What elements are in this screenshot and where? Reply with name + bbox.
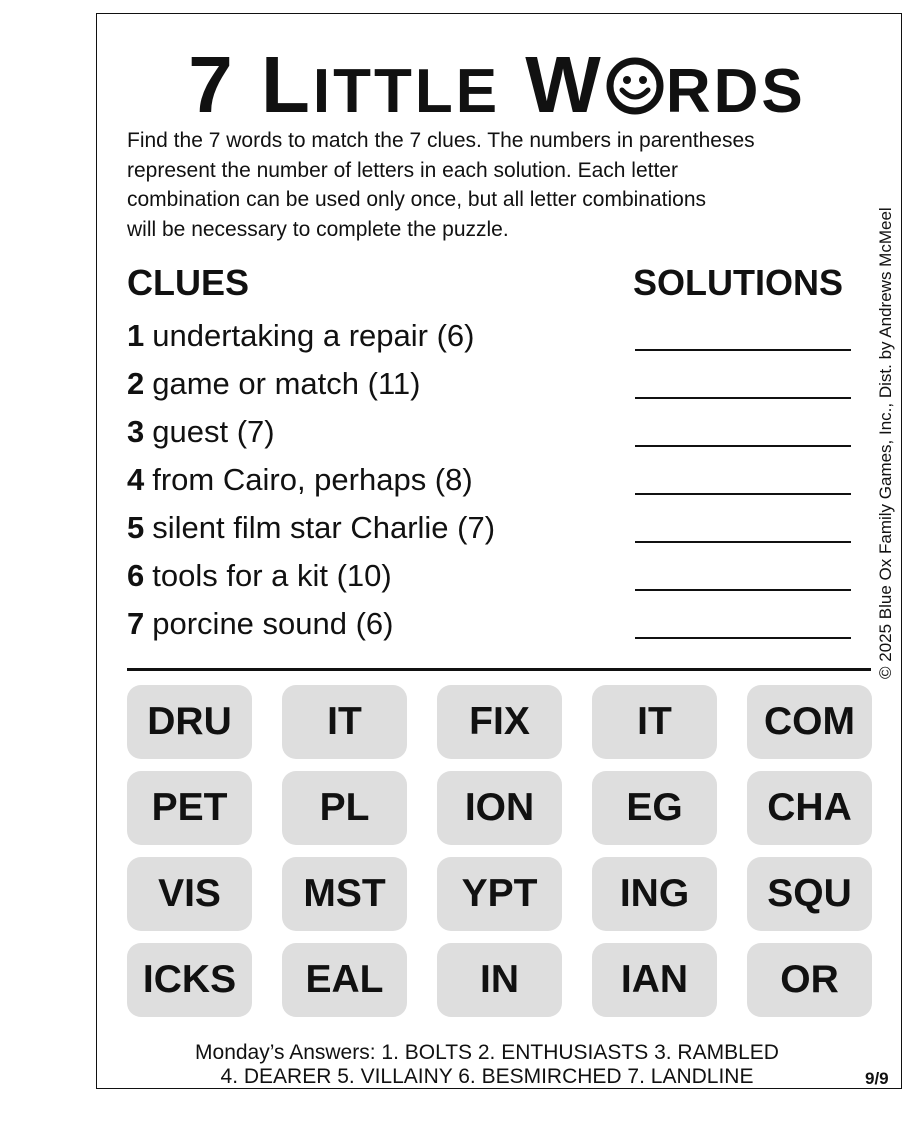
puzzle-frame bbox=[96, 13, 902, 1089]
letter-tile[interactable]: MST bbox=[282, 857, 407, 931]
title-part-1: 7 L bbox=[188, 40, 313, 129]
solution-blank-2[interactable] bbox=[635, 397, 851, 399]
letter-tile[interactable]: EAL bbox=[282, 943, 407, 1017]
clue-text: from Cairo, perhaps (8) bbox=[152, 462, 473, 497]
letter-tile[interactable]: OR bbox=[747, 943, 872, 1017]
clue-text: porcine sound (6) bbox=[152, 606, 394, 641]
section-divider bbox=[127, 668, 871, 671]
clue-item bbox=[127, 506, 495, 554]
clue-number: 1 bbox=[127, 318, 145, 353]
previous-answers bbox=[127, 1041, 847, 1089]
clue-number: 7 bbox=[127, 606, 145, 641]
letter-tile[interactable]: COM bbox=[747, 685, 872, 759]
clue-text: tools for a kit (10) bbox=[152, 558, 392, 593]
letter-tile[interactable]: DRU bbox=[127, 685, 252, 759]
solution-blank-7[interactable] bbox=[635, 637, 851, 639]
previous-answers-line: Monday’s Answers: 1. BOLTS 2. ENTHUSIASTS 3. RAMBLED bbox=[195, 1041, 779, 1064]
solution-blank-3[interactable] bbox=[635, 445, 851, 447]
letter-tile[interactable]: EG bbox=[592, 771, 717, 845]
letter-tile[interactable]: ICKS bbox=[127, 943, 252, 1017]
clues-heading: CLUES bbox=[127, 262, 250, 303]
clue-item bbox=[127, 554, 495, 602]
letter-tile[interactable]: PET bbox=[127, 771, 252, 845]
instructions-line: Find the 7 words to match the 7 clues. The numbers in parentheses bbox=[127, 129, 755, 152]
title-part-4: RDS bbox=[665, 57, 806, 126]
instructions bbox=[127, 126, 887, 244]
clue-text: undertaking a repair (6) bbox=[152, 318, 475, 353]
letter-tile[interactable]: FIX bbox=[437, 685, 562, 759]
solutions-heading: SOLUTIONS bbox=[633, 262, 844, 303]
copyright-notice: © 2025 Blue Ox Family Games, Inc., Dist. by Andrews McMeel bbox=[876, 207, 895, 679]
smiley-face-icon bbox=[605, 44, 665, 134]
clue-text: silent film star Charlie (7) bbox=[152, 510, 496, 545]
letter-tile[interactable]: IT bbox=[282, 685, 407, 759]
clue-item bbox=[127, 362, 495, 410]
clue-number: 3 bbox=[127, 414, 145, 449]
clue-number: 2 bbox=[127, 366, 145, 401]
letter-tile[interactable]: VIS bbox=[127, 857, 252, 931]
instructions-line: will be necessary to complete the puzzle. bbox=[127, 217, 509, 241]
previous-answers-line: 4. DEARER 5. VILLAINY 6. BESMIRCHED 7. LANDLINE bbox=[220, 1065, 754, 1088]
solution-blank-6[interactable] bbox=[635, 589, 851, 591]
clue-number: 4 bbox=[127, 462, 145, 497]
instructions-line: represent the number of letters in each solution. Each letter bbox=[127, 158, 678, 182]
letter-tile-grid bbox=[127, 685, 872, 1017]
clue-number: 5 bbox=[127, 510, 145, 545]
clue-text: game or match (11) bbox=[152, 366, 421, 401]
solution-blank-4[interactable] bbox=[635, 493, 851, 495]
letter-tile[interactable]: ING bbox=[592, 857, 717, 931]
clue-list bbox=[127, 314, 495, 650]
puzzle-title bbox=[97, 40, 897, 137]
clue-item bbox=[127, 410, 495, 458]
letter-tile[interactable]: IN bbox=[437, 943, 562, 1017]
title-part-3: W bbox=[500, 40, 604, 129]
clue-number: 6 bbox=[127, 558, 145, 593]
clue-item bbox=[127, 458, 495, 506]
clue-item bbox=[127, 314, 495, 362]
letter-tile[interactable]: CHA bbox=[747, 771, 872, 845]
puzzle-date: 9/9 bbox=[865, 1069, 889, 1088]
clue-item bbox=[127, 602, 495, 650]
solution-blank-1[interactable] bbox=[635, 349, 851, 351]
title-part-2: ITTLE bbox=[312, 57, 501, 126]
solution-blank-5[interactable] bbox=[635, 541, 851, 543]
letter-tile[interactable]: IT bbox=[592, 685, 717, 759]
letter-tile[interactable]: SQU bbox=[747, 857, 872, 931]
clue-text: guest (7) bbox=[152, 414, 275, 449]
letter-tile[interactable]: IAN bbox=[592, 943, 717, 1017]
letter-tile[interactable]: YPT bbox=[437, 857, 562, 931]
instructions-line: combination can be used only once, but all letter combinations bbox=[127, 188, 707, 211]
letter-tile[interactable]: ION bbox=[437, 771, 562, 845]
letter-tile[interactable]: PL bbox=[282, 771, 407, 845]
